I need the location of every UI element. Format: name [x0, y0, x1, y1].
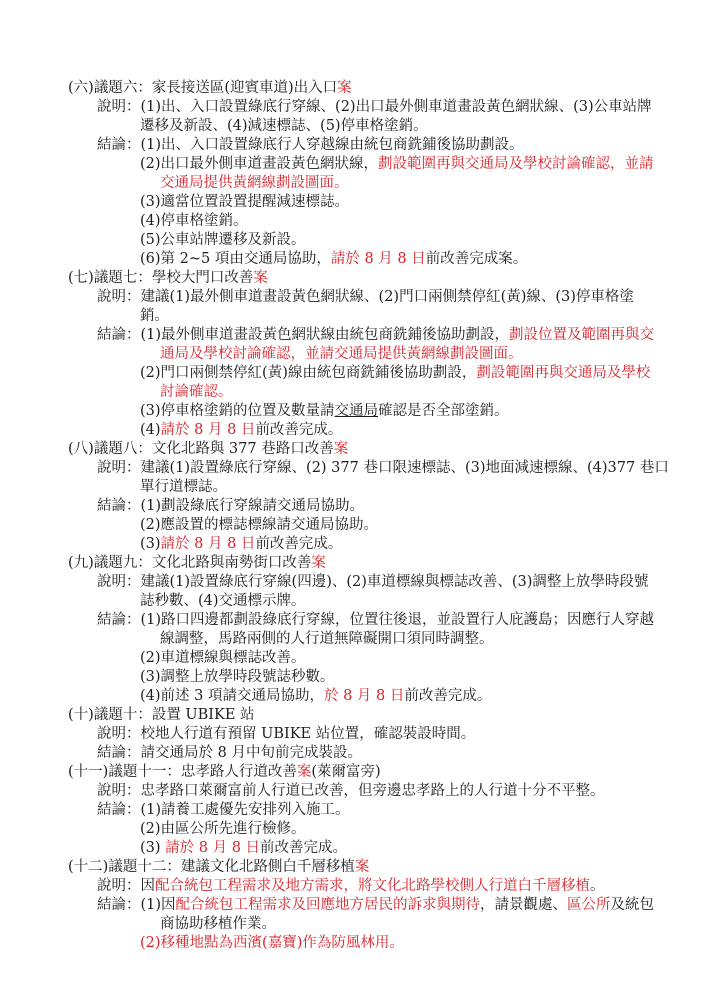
section-8-conclusion-1-text: (1)劃設綠底行穿線請交通局協助。 — [140, 498, 365, 514]
section-7-conclusion-2-highlight-cont: 討論確認。 — [160, 384, 233, 400]
section-7-conclusion-1 — [0, 326, 707, 345]
section-6-conclusion-6-tail: 前改善完成案。 — [425, 251, 528, 267]
section-7-conclusion-3-text: (3)停車格塗銷的位置及數量請 — [140, 403, 335, 419]
section-9-conclusion-4-deadline: 於 8 月 8 日 — [323, 688, 405, 704]
section-8-heading-mark: 案 — [333, 441, 349, 457]
section-12-conclusion-1 — [0, 896, 707, 915]
section-10-conclusion-1-text: 請交通局於 8 月中旬前完成裝設。 — [140, 745, 362, 761]
conclusion-label: 結論： — [97, 327, 141, 343]
section-11-conclusion-2-text: (2)由區公所先進行檢修。 — [140, 821, 306, 837]
section-6-desc-line-1 — [0, 98, 707, 117]
section-12-conclusion-1-highlight: 配合統包工程需求及回應地方居民的訴求與期待 — [175, 897, 481, 913]
section-7-desc-text-1: 建議(1)最外側車道畫設黃色網狀線、(2)門口兩側禁停紅(黃)線、(3)停車格塗 — [140, 289, 634, 305]
section-9-conclusion-1-text: (1)路口四邊都劃設綠底行穿線，位置往後退，並設置行人庇護島；因應行人穿越 — [140, 612, 655, 628]
desc-label: 說明： — [97, 99, 141, 115]
section-11-conclusion-1-text: (1)請養工處優先安排列入施工。 — [140, 802, 350, 818]
section-6 — [0, 79, 707, 269]
section-9-conclusion-1-text-cont: 線調整，馬路兩側的人行道無障礙開口須同時調整。 — [160, 631, 494, 647]
section-8-conclusion-3-num: (3) — [140, 536, 161, 552]
conclusion-label: 結論： — [97, 897, 141, 913]
section-12-conclusion-2-text: (2)移種地點為西濱(嘉寶)作為防風林用。 — [140, 935, 404, 951]
section-7-conclusion-4-num: (4) — [140, 422, 161, 438]
section-6-heading-text: (六)議題六：家長接送區(迎賓車道)出入口 — [68, 80, 338, 96]
section-6-heading — [0, 79, 707, 98]
section-6-conclusion-2 — [0, 155, 707, 174]
section-6-heading-mark: 案 — [337, 80, 352, 96]
section-11-conclusion-3-tail: 前改善完成。 — [260, 840, 348, 856]
section-12-conclusion-1-cont — [0, 915, 707, 934]
section-6-conclusion-2-highlight: 劃設範圍再與交通局及學校討論確認，並請 — [378, 156, 654, 172]
section-10-desc-line-1 — [0, 725, 707, 744]
section-10-desc-text: 校地人行道有預留 UBIKE 站位置，確認裝設時間。 — [140, 726, 476, 742]
section-7 — [0, 269, 707, 440]
section-9-conclusion-1 — [0, 611, 707, 630]
section-6-conclusion-6 — [0, 250, 707, 269]
conclusion-label: 結論： — [97, 612, 141, 628]
meeting-minutes-page — [0, 79, 707, 953]
section-6-conclusion-5-text: (5)公車站牌遷移及新設。 — [140, 232, 306, 248]
section-7-desc-line-1 — [0, 288, 707, 307]
conclusion-label: 結論： — [97, 498, 141, 514]
section-12-conclusion-1-text-cont: 商協助移植作業。 — [160, 916, 276, 932]
section-7-conclusion-2-highlight: 劃設範圍再與交通局及學校 — [476, 365, 651, 381]
section-10-heading — [0, 706, 707, 725]
section-7-conclusion-3-tail: 確認是否全部塗銷。 — [378, 403, 509, 419]
section-11-heading-tail: (萊爾富旁) — [311, 764, 381, 780]
section-6-conclusion-1-text: (1)出、入口設置綠底行人穿越線由統包商銑鋪後協助劃設。 — [140, 137, 524, 153]
section-12 — [0, 858, 707, 953]
section-11-conclusion-3-deadline: 請於 8 月 8 日 — [165, 840, 261, 856]
section-8-heading — [0, 440, 707, 459]
section-9-conclusion-1-cont — [0, 630, 707, 649]
section-6-desc-text-2: 遷移及新設、(4)減速標誌、(5)停車格塗銷。 — [140, 118, 428, 134]
section-8-conclusion-3 — [0, 535, 707, 554]
section-10-heading-text: (十)議題十：設置 UBIKE 站 — [68, 707, 255, 723]
section-7-conclusion-1-highlight: 劃設位置及範圍再與交 — [509, 327, 655, 343]
section-6-conclusion-2-cont — [0, 174, 707, 193]
section-6-conclusion-4-text: (4)停車格塗銷。 — [140, 213, 248, 229]
section-12-conclusion-2 — [0, 934, 707, 953]
section-11-heading-mark: 案 — [296, 764, 312, 780]
section-6-desc-text-1: (1)出、入口設置綠底行穿線、(2)出口最外側車道畫設黃色網狀線、(3)公車站牌 — [140, 99, 652, 115]
section-9-conclusion-3 — [0, 668, 707, 687]
section-9-desc-text-1: 建議(1)設置綠底行穿線(四邊)、(2)車道標線與標誌改善、(3)調整上放學時段號 — [140, 574, 649, 590]
section-9-conclusion-4-text: (4)前述 3 項請交通局協助， — [140, 688, 324, 704]
section-6-conclusion-2-text: (2)出口最外側車道畫設黃色網狀線， — [140, 156, 379, 172]
section-9-heading — [0, 554, 707, 573]
section-7-desc-line-2 — [0, 307, 707, 326]
section-7-conclusion-3-underlined: 交通局 — [334, 403, 379, 419]
conclusion-label: 結論： — [97, 802, 141, 818]
section-8-conclusion-3-tail: 前改善完成。 — [255, 536, 343, 552]
desc-label: 說明： — [97, 726, 141, 742]
section-12-conclusion-1-district-office: 區公所 — [567, 897, 611, 913]
section-8-heading-text: (八)議題八：文化北路與 377 巷路口改善 — [68, 441, 334, 457]
section-11-desc-text: 忠孝路口萊爾富前人行道已改善，但旁邊忠孝路上的人行道十分不平整。 — [140, 783, 605, 799]
section-11-conclusion-1 — [0, 801, 707, 820]
section-9-desc-text-2: 誌秒數、(4)交通標示牌。 — [140, 593, 306, 609]
section-12-desc-highlight: 配合統包工程需求及地方需求，將文化北路學校側人行道白千層移植 — [155, 878, 590, 894]
section-12-heading — [0, 858, 707, 877]
section-12-conclusion-1-end: 及統包 — [610, 897, 655, 913]
section-8-desc-text-1: 建議(1)設置綠底行穿線、(2) 377 巷口限速標誌、(3)地面減速標線、(4)377 巷口 — [140, 460, 669, 476]
section-6-conclusion-5 — [0, 231, 707, 250]
section-12-conclusion-1-text: (1)因 — [140, 897, 176, 913]
section-9-conclusion-2-text: (2)車道標線與標誌改善。 — [140, 650, 306, 666]
section-8-desc-text-2: 單行道標誌。 — [140, 479, 227, 495]
section-8-conclusion-3-deadline: 請於 8 月 8 日 — [160, 536, 256, 552]
section-7-heading-mark: 案 — [253, 270, 268, 286]
section-12-desc-tail: 。 — [590, 878, 605, 894]
section-10 — [0, 706, 707, 763]
section-6-conclusion-3 — [0, 193, 707, 212]
section-9-conclusion-4-tail: 前改善完成。 — [404, 688, 492, 704]
section-7-conclusion-4-deadline: 請於 8 月 8 日 — [160, 422, 256, 438]
desc-label: 說明： — [97, 289, 141, 305]
section-8-desc-line-2 — [0, 478, 707, 497]
section-12-desc-line-1 — [0, 877, 707, 896]
section-8-conclusion-1 — [0, 497, 707, 516]
section-7-conclusion-1-text: (1)最外側車道畫設黃色網狀線由統包商銑鋪後協助劃設， — [140, 327, 510, 343]
section-8-conclusion-2 — [0, 516, 707, 535]
section-7-heading-text: (七)議題七：學校大門口改善 — [68, 270, 254, 286]
section-9-heading-text: (九)議題九：文化北路與南勢街口改善 — [68, 555, 312, 571]
section-8-conclusion-2-text: (2)應設置的標誌標線請交通局協助。 — [140, 517, 379, 533]
section-12-desc-text: 因 — [140, 878, 155, 894]
section-11-heading — [0, 763, 707, 782]
section-10-conclusion-1 — [0, 744, 707, 763]
section-9-heading-mark: 案 — [311, 555, 326, 571]
section-9-desc-line-1 — [0, 573, 707, 592]
section-12-heading-mark: 案 — [354, 859, 370, 875]
section-6-conclusion-3-text: (3)適當位置設置提醒減速標誌。 — [140, 194, 350, 210]
section-11-desc-line-1 — [0, 782, 707, 801]
section-9-conclusion-4 — [0, 687, 707, 706]
section-6-conclusion-1 — [0, 136, 707, 155]
section-9-conclusion-2 — [0, 649, 707, 668]
section-11 — [0, 763, 707, 858]
section-9 — [0, 554, 707, 706]
section-6-conclusion-6-text: (6)第 2~5 項由交通局協助， — [140, 251, 331, 267]
section-6-desc-line-2 — [0, 117, 707, 136]
section-11-conclusion-3 — [0, 839, 707, 858]
section-8 — [0, 440, 707, 554]
section-11-heading-text: (十一)議題十一：忠孝路人行道改善 — [68, 764, 297, 780]
section-9-conclusion-3-text: (3)調整上放學時段號誌秒數。 — [140, 669, 335, 685]
desc-label: 說明： — [97, 460, 141, 476]
desc-label: 說明： — [97, 574, 141, 590]
conclusion-label: 結論： — [97, 137, 141, 153]
section-7-conclusion-4 — [0, 421, 707, 440]
desc-label: 說明： — [97, 878, 141, 894]
section-7-conclusion-1-cont — [0, 345, 707, 364]
section-6-conclusion-2-highlight-cont: 交通局提供黃網線劃設圖面。 — [160, 175, 349, 191]
section-6-conclusion-4 — [0, 212, 707, 231]
section-11-conclusion-2 — [0, 820, 707, 839]
section-12-conclusion-1-mid: ，請景觀處、 — [480, 897, 568, 913]
desc-label: 說明： — [97, 783, 141, 799]
section-7-conclusion-2-text: (2)門口兩側禁停紅(黃)線由統包商銑鋪後協助劃設， — [140, 365, 477, 381]
section-12-heading-text: (十二)議題十二：建議文化北路側白千層移植 — [68, 859, 355, 875]
section-8-desc-line-1 — [0, 459, 707, 478]
section-7-conclusion-1-highlight-cont: 通局及學校討論確認，並請交通局提供黃網線劃設圖面。 — [160, 346, 523, 362]
section-7-conclusion-2 — [0, 364, 707, 383]
section-7-conclusion-3 — [0, 402, 707, 421]
section-7-heading — [0, 269, 707, 288]
section-7-conclusion-2-cont — [0, 383, 707, 402]
conclusion-label: 結論： — [97, 745, 141, 761]
section-7-conclusion-4-tail: 前改善完成。 — [255, 422, 343, 438]
section-9-desc-line-2 — [0, 592, 707, 611]
section-11-conclusion-3-num: (3) — [140, 840, 166, 856]
section-6-conclusion-6-deadline: 請於 8 月 8 日 — [330, 251, 426, 267]
section-7-desc-text-2: 銷。 — [140, 308, 169, 324]
